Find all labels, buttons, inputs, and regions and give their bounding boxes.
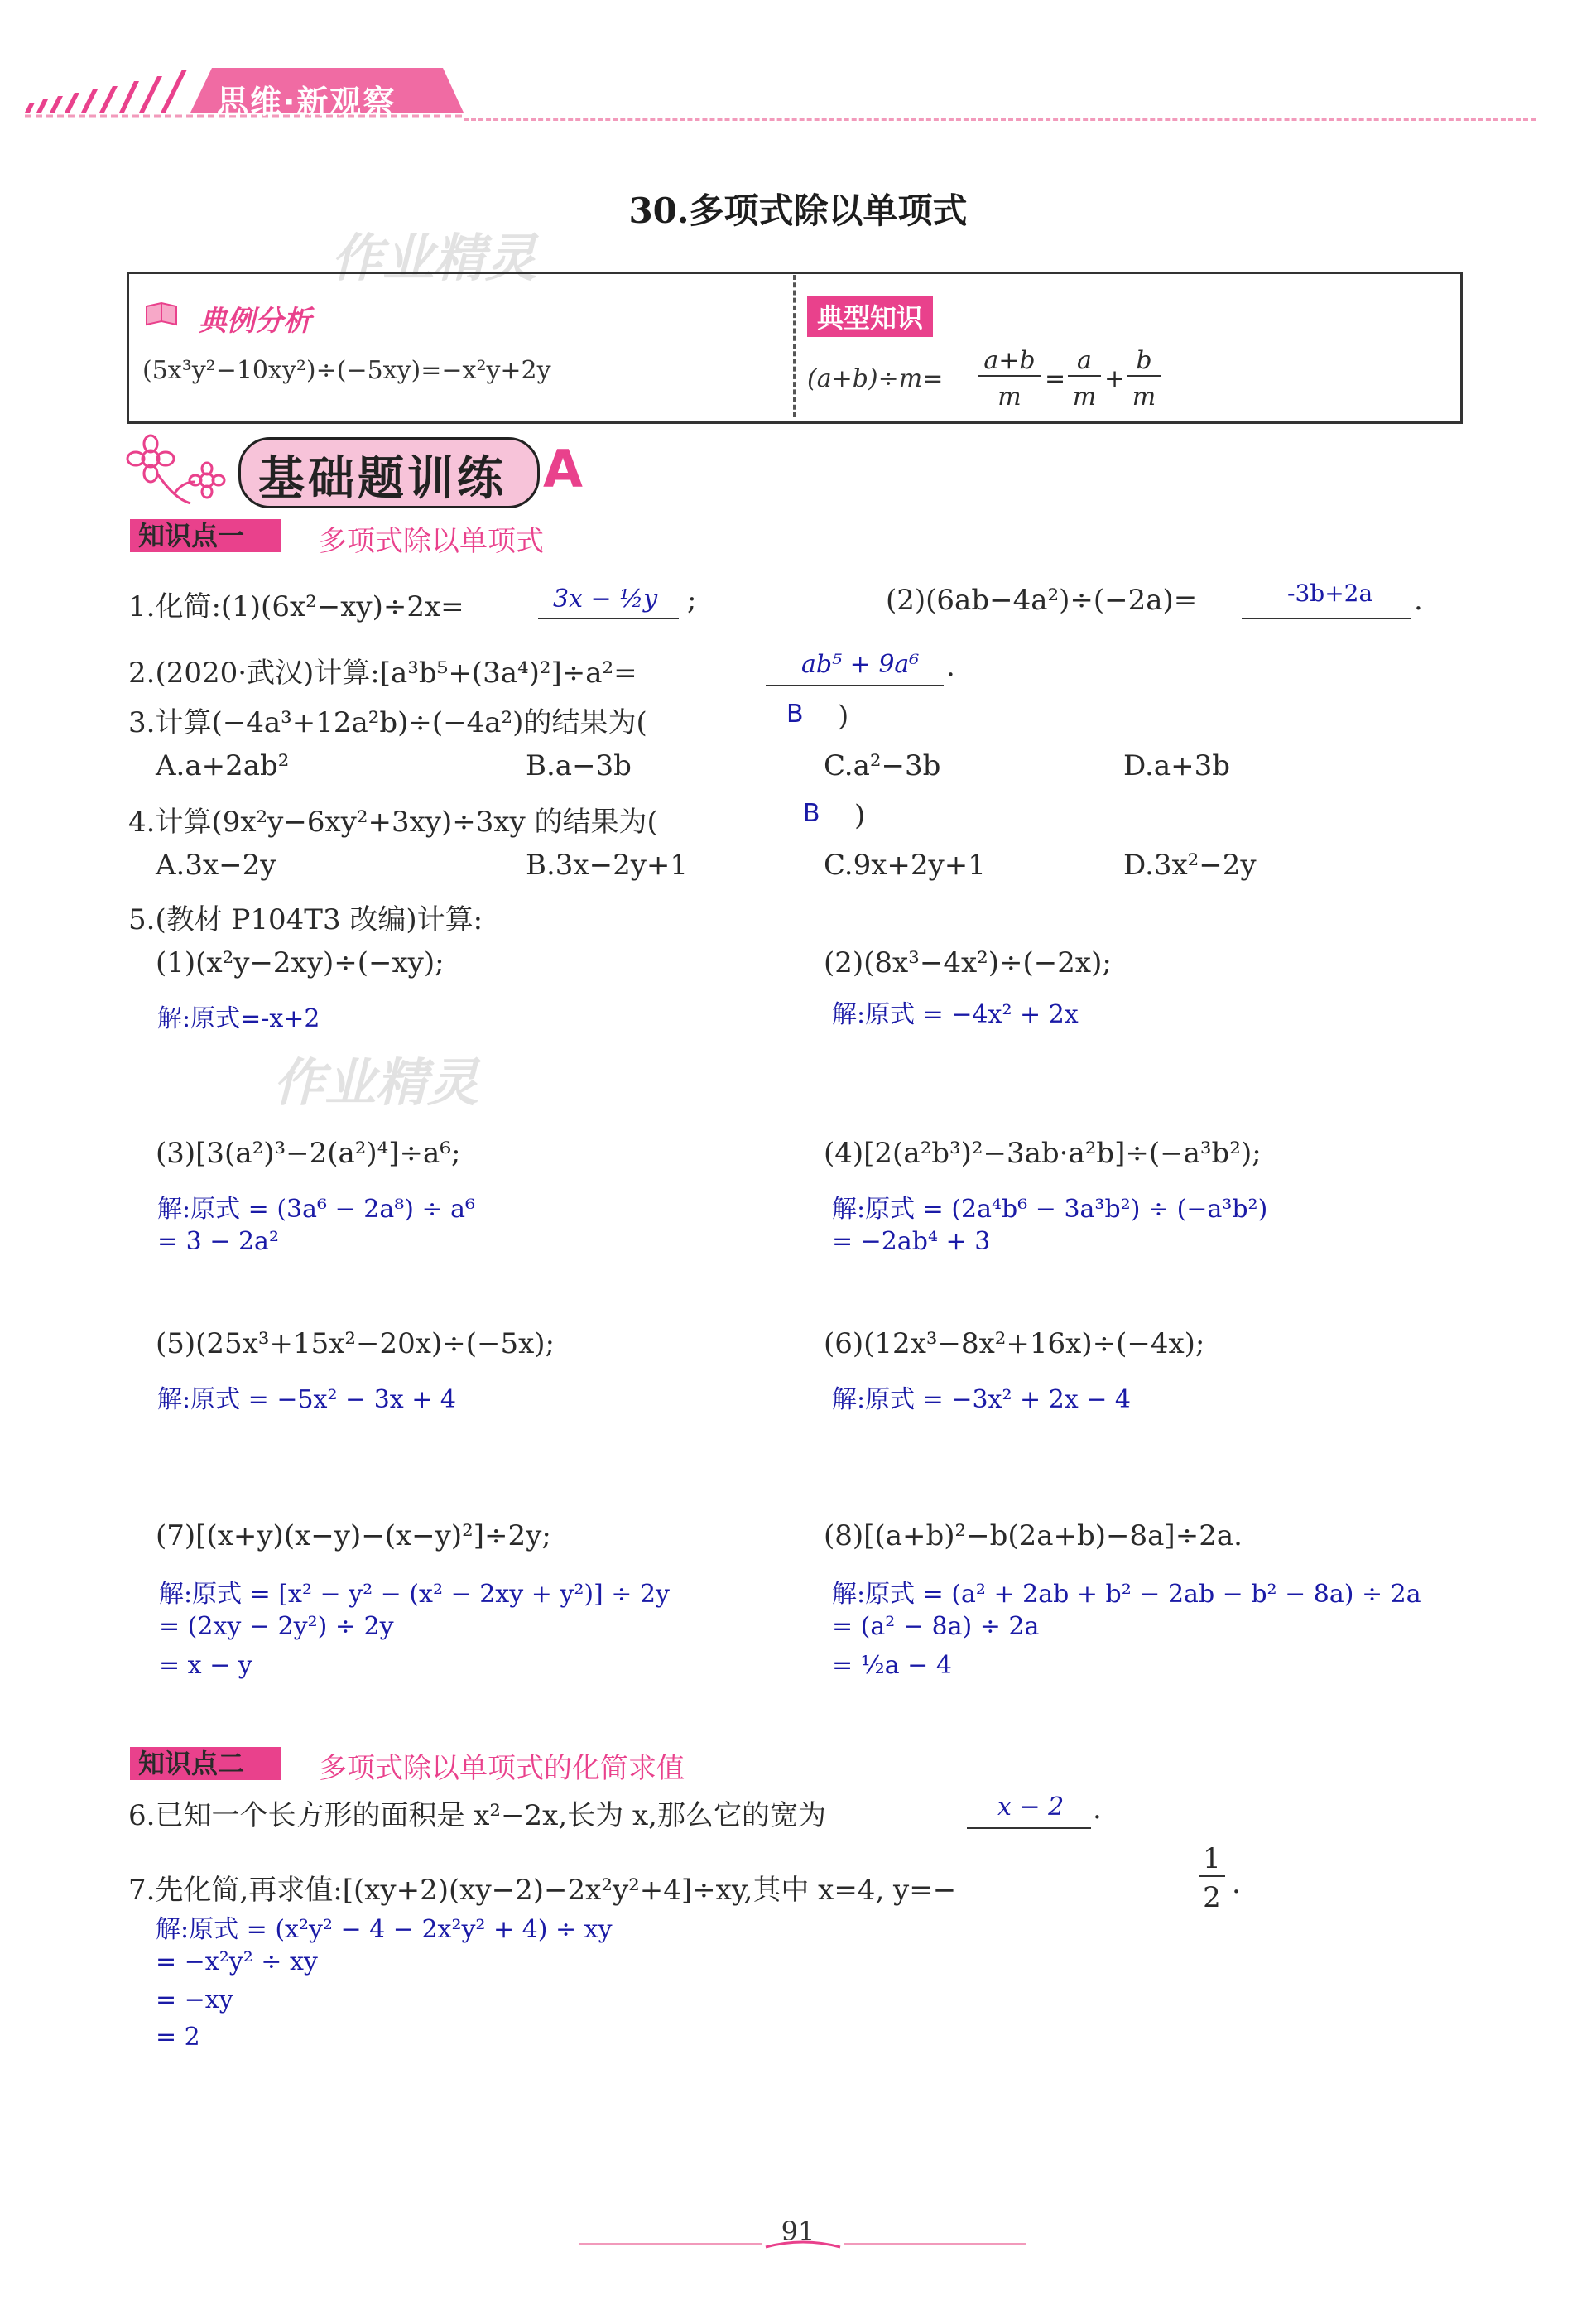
watermark: 作业精灵 [331, 228, 537, 288]
q3-close: ) [838, 700, 849, 733]
q4-option-b: B.3x−2y+1 [526, 849, 689, 882]
q1-answer2: -3b+2a [1287, 580, 1373, 607]
q1-sep: ; [687, 584, 697, 617]
example-box-divider [793, 275, 796, 417]
book-icon [145, 300, 178, 330]
q5-3-line-1: 解:原式 = (3a⁶ − 2a⁸) ÷ a⁶ [157, 1195, 476, 1224]
q1-end: . [1414, 584, 1423, 617]
q3-answer: B [786, 700, 804, 729]
q7-line-4: = 2 [156, 2023, 200, 2052]
knowledge-tag: 典型知识 [807, 296, 933, 337]
section-title: 基础题训练 [258, 452, 507, 506]
section-level: A [543, 439, 583, 499]
knowledge-point-1-tag: 知识点一 [130, 519, 281, 552]
frac1-den: m [997, 383, 1022, 411]
q5-3-line-2: = 3 − 2a² [157, 1227, 279, 1256]
q5-4-question: (4)[2(a²b³)²−3ab·a²b]÷(−a³b²); [824, 1137, 1262, 1170]
q5-4-line-1: 解:原式 = (2a⁴b⁶ − 3a³b²) ÷ (−a³b²) [832, 1195, 1268, 1224]
example-formula: (5x³y²−10xy²)÷(−5xy)=−x²y+2y [142, 356, 551, 385]
q6-end: . [1093, 1793, 1102, 1826]
flower-icon [124, 432, 232, 507]
watermark-2: 作业精灵 [273, 1052, 479, 1113]
frac3-num: b [1127, 346, 1161, 377]
q5-1-line-1: 解:原式=-x+2 [157, 1004, 320, 1033]
q5-6-question: (6)(12x³−8x²+16x)÷(−4x); [824, 1327, 1205, 1360]
header-title: 思维·新观察 [217, 84, 397, 120]
q6-answer-line [967, 1827, 1091, 1829]
frac1-num: a+b [978, 346, 1041, 377]
q4-text: 4.计算(9x²y−6xy²+3xy)÷3xy 的结果为( [128, 806, 658, 839]
q5-8-question: (8)[(a+b)²−b(2a+b)−8a]÷2a. [824, 1519, 1243, 1552]
q5-8-line-2: = (a² − 8a) ÷ 2a [832, 1612, 1040, 1641]
frac2-num: a [1068, 346, 1101, 377]
q4-option-a: A.3x−2y [156, 849, 276, 882]
lesson-title: 30.多项式除以单项式 [628, 190, 968, 231]
eq-sign: = [1045, 364, 1066, 393]
q3-option-c: C.a²−3b [824, 749, 941, 782]
q1-answer1: 3x − ½y [553, 585, 658, 614]
q5-2-question: (2)(8x³−4x²)÷(−2x); [824, 946, 1112, 979]
q7-line-3: = −xy [156, 1985, 233, 2014]
q5-1-question: (1)(x²y−2xy)÷(−xy); [156, 946, 445, 979]
q4-close: ) [854, 799, 866, 832]
knowledge-point-1-title: 多项式除以单项式 [319, 525, 544, 558]
q7-text: 7.先化简,再求值:[(xy+2)(xy−2)−2x²y²+4]÷xy,其中 x=4, y=− [128, 1874, 957, 1907]
header-divider [464, 118, 1536, 121]
frac3-den: m [1132, 383, 1156, 411]
example-tag: 典例分析 [199, 305, 311, 338]
knowledge-point-2-title: 多项式除以单项式的化简求值 [319, 1752, 685, 1785]
q4-option-c: C.9x+2y+1 [824, 849, 986, 882]
knowledge-point-2-tag: 知识点二 [130, 1747, 281, 1780]
q5-7-question: (7)[(x+y)(x−y)−(x−y)²]÷2y; [156, 1519, 551, 1552]
q2-answer-line [766, 685, 944, 686]
q5-7-line-2: = (2xy − 2y²) ÷ 2y [159, 1612, 394, 1641]
frac2-den: m [1072, 383, 1097, 411]
q3-option-d: D.a+3b [1123, 749, 1231, 782]
page-number: 91 [781, 2216, 815, 2247]
q5-8-line-1: 解:原式 = (a² + 2ab + b² − 2ab − b² − 8a) ÷ 2a [832, 1580, 1421, 1609]
q1-part1: 1.化简:(1)(6x²−xy)÷2x= [128, 590, 464, 623]
q1-part2: (2)(6ab−4a²)÷(−2a)= [886, 584, 1198, 617]
q7-frac-num: 1 [1199, 1842, 1225, 1877]
q7-line-1: 解:原式 = (x²y² − 4 − 2x²y² + 4) ÷ xy [156, 1915, 613, 1944]
q5-3-question: (3)[3(a²)³−2(a²)⁴]÷a⁶; [156, 1137, 461, 1170]
q6-answer: x − 2 [997, 1793, 1065, 1822]
knowledge-formula-prefix: (a+b)÷m= [807, 364, 944, 393]
q7-line-2: = −x²y² ÷ xy [156, 1947, 318, 1976]
q2-answer: ab⁵ + 9a⁶ [801, 650, 920, 679]
q5-7-line-1: 解:原式 = [x² − y² − (x² − 2xy + y²)] ÷ 2y [159, 1580, 671, 1609]
q5-5-line-1: 解:原式 = −5x² − 3x + 4 [157, 1385, 456, 1414]
q5-4-line-2: = −2ab⁴ + 3 [832, 1227, 991, 1256]
q5-6-line-1: 解:原式 = −3x² + 2x − 4 [832, 1385, 1131, 1414]
q5-text: 5.(教材 P104T3 改编)计算: [128, 903, 483, 936]
q2-text: 2.(2020·武汉)计算:[a³b⁵+(3a⁴)²]÷a²= [128, 657, 637, 690]
q1-answer1-line [538, 618, 679, 619]
q7-frac-den: 2 [1203, 1881, 1221, 1914]
q2-end: . [946, 650, 955, 683]
plus-sign: + [1104, 364, 1126, 393]
q4-option-d: D.3x²−2y [1123, 849, 1257, 882]
q3-text: 3.计算(−4a³+12a²b)÷(−4a²)的结果为( [128, 706, 647, 739]
q1-answer2-line [1242, 618, 1411, 619]
q5-7-line-3: = x − y [159, 1651, 252, 1680]
q6-text: 6.已知一个长方形的面积是 x²−2x,长为 x,那么它的宽为 [128, 1799, 826, 1832]
q7-end: . [1232, 1867, 1241, 1900]
q3-option-a: A.a+2ab² [156, 749, 290, 782]
q3-option-b: B.a−3b [526, 749, 632, 782]
q5-8-line-3: = ½a − 4 [832, 1651, 952, 1680]
q5-2-line-1: 解:原式 = −4x² + 2x [832, 1000, 1079, 1029]
q4-answer: B [803, 799, 820, 828]
q5-5-question: (5)(25x³+15x²−20x)÷(−5x); [156, 1327, 555, 1360]
